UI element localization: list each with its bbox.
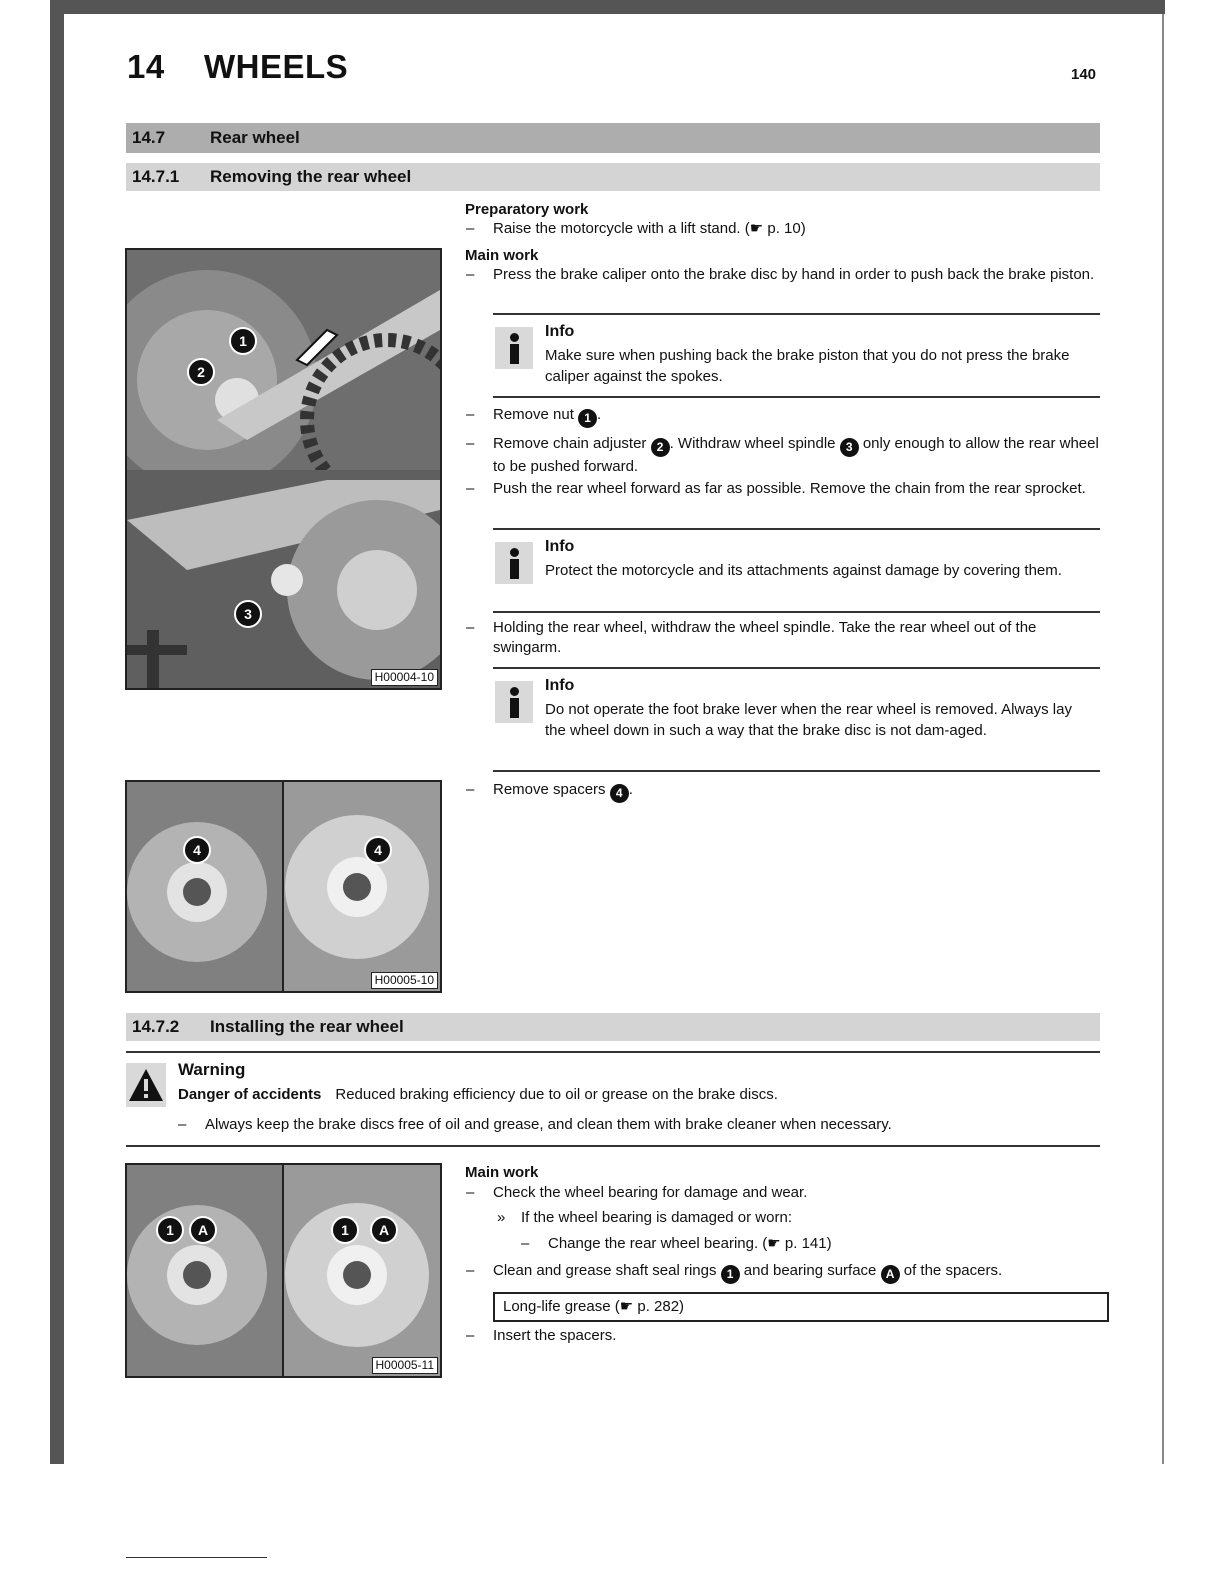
subsection-heading-removing <box>126 163 1100 191</box>
figure-marker-1-left: 1 <box>156 1216 184 1244</box>
subsection-title: Removing the rear wheel <box>210 167 412 186</box>
figure-marker-3: 3 <box>234 600 262 628</box>
step-text: Press the brake caliper onto the brake disc by hand in order to push back the brake piston. <box>493 266 1095 283</box>
figure-label: H00005-11 <box>372 1357 439 1374</box>
figure-marker-1: 1 <box>229 327 257 355</box>
step-dash: – <box>466 781 475 798</box>
figure-wheel-bearing-art <box>127 1165 440 1376</box>
step-clean-grease <box>466 1261 1100 1284</box>
grease-spec-box: Long-life grease (☛ p. 282) <box>493 1292 1109 1322</box>
chapter-number: 14 <box>127 48 165 85</box>
step-text: Push the rear wheel forward as far as possible. Remove the chain from the rear sprocket. <box>493 480 1086 497</box>
step-text: Check the wheel bearing for damage and wear. <box>493 1184 808 1201</box>
figure-marker-2: 2 <box>187 358 215 386</box>
page-number: 140 <box>1071 66 1097 83</box>
info-box-protect <box>493 528 1100 613</box>
figure-spacers-removal-art <box>127 782 440 991</box>
substep-change-bearing <box>521 1234 1098 1254</box>
info-body: Make sure when pushing back the brake piston that you do not press the brake caliper against the spokes. <box>545 347 1070 385</box>
subsection-number: 14.7.2 <box>132 1017 180 1036</box>
step-text: Insert the spacers. <box>493 1327 617 1344</box>
warning-text: Reduced braking efficiency due to oil or grease on the brake discs. <box>335 1086 778 1103</box>
step-dash: – <box>466 220 475 237</box>
warning-step <box>178 1115 1095 1135</box>
step-push-wheel-forward <box>466 479 1100 499</box>
condition-bullet: » <box>497 1209 506 1226</box>
step-press-caliper <box>466 265 1100 285</box>
preparatory-work-label: Preparatory work <box>465 201 589 218</box>
main-work-label: Main work <box>465 247 539 264</box>
callout-marker: 2 <box>651 438 670 457</box>
footnote-rule <box>126 1557 267 1558</box>
step-dash: – <box>466 266 475 283</box>
step-text-a: Remove chain adjuster <box>493 435 651 452</box>
info-body: Do not operate the foot brake lever when the rear wheel is removed. Always lay the wheel down in such a way that the brake disc is not dam-aged. <box>545 701 1072 739</box>
step-insert-spacers <box>466 1326 1100 1346</box>
step-remove-nut <box>466 405 1100 428</box>
step-text-suffix: . <box>597 406 602 423</box>
warning-triangle-icon <box>126 1063 166 1107</box>
info-box-caliper <box>493 313 1100 398</box>
step-dash: – <box>466 619 475 636</box>
figure-wheel-bearing <box>125 1163 442 1378</box>
info-box-foot-brake <box>493 667 1100 772</box>
figure-marker-4-left: 4 <box>183 836 211 864</box>
info-body: Protect the motorcycle and its attachments against damage by covering them. <box>545 562 1062 579</box>
figure-spacers-removal <box>125 780 442 993</box>
step-dash: – <box>466 406 475 423</box>
info-title: Info <box>545 677 575 694</box>
page-frame-left <box>50 0 64 1464</box>
step-dash: – <box>466 480 475 497</box>
condition-bearing-damaged <box>497 1208 1096 1228</box>
warning-box <box>126 1051 1100 1147</box>
step-text: Holding the rear wheel, withdraw the wheel spindle. Take the rear wheel out of the swingarm. <box>493 619 1037 656</box>
step-text-prefix: Remove nut <box>493 406 579 423</box>
subsection-title: Installing the rear wheel <box>210 1017 404 1036</box>
figure-marker-a-left: A <box>189 1216 217 1244</box>
step-text-b: . Withdraw wheel spindle <box>669 435 840 452</box>
section-heading <box>126 123 1100 153</box>
info-title: Info <box>545 538 575 555</box>
substep-text: Change the rear wheel bearing. (☛ p. 141) <box>548 1235 832 1252</box>
step-check-bearing <box>466 1183 1100 1203</box>
subsection-number: 14.7.1 <box>132 167 180 186</box>
step-text-prefix: Remove spacers <box>493 781 610 798</box>
warning-step-text: Always keep the brake discs free of oil and grease, and clean them with brake cleaner when necessary. <box>205 1116 892 1133</box>
callout-marker: 1 <box>721 1265 740 1284</box>
figure-label: H00005-10 <box>371 972 438 989</box>
step-withdraw-spindle <box>466 618 1100 658</box>
figure-rear-wheel-removal <box>125 248 442 690</box>
warning-triangle-art <box>126 1063 166 1107</box>
section-title: Rear wheel <box>210 128 300 147</box>
info-title: Info <box>545 323 575 340</box>
step-dash: – <box>466 1327 475 1344</box>
step-remove-chain-adjuster <box>466 434 1100 477</box>
info-icon <box>495 327 533 369</box>
warning-title: Warning <box>178 1060 246 1079</box>
callout-marker: A <box>881 1265 900 1284</box>
warning-danger: Danger of accidents <box>178 1086 322 1103</box>
figure-marker-a-right: A <box>370 1216 398 1244</box>
main-work-label: Main work <box>465 1164 539 1181</box>
callout-marker: 4 <box>610 784 629 803</box>
callout-marker: 1 <box>578 409 597 428</box>
preparatory-step <box>466 219 1098 239</box>
step-text-c: only enough to allow the rear wheel to be pushed forward. <box>493 435 1099 475</box>
info-icon <box>495 681 533 723</box>
figure-marker-1-right: 1 <box>331 1216 359 1244</box>
step-dash: – <box>178 1116 187 1133</box>
step-dash: – <box>466 1184 475 1201</box>
step-text-b: and bearing surface <box>739 1262 881 1279</box>
step-dash: – <box>466 1262 475 1279</box>
figure-rear-wheel-removal-art <box>127 250 440 688</box>
page-frame-top <box>50 0 1165 14</box>
chapter-title: WHEELS <box>204 48 349 85</box>
subsection-heading-installing <box>126 1013 1100 1041</box>
step-text-a: Clean and grease shaft seal rings <box>493 1262 721 1279</box>
preparatory-step-text: Raise the motorcycle with a lift stand. (☛ p. 10) <box>493 220 806 237</box>
step-text-c: of the spacers. <box>899 1262 1003 1279</box>
page-frame-right <box>1162 14 1164 1464</box>
step-text-suffix: . <box>628 781 633 798</box>
step-remove-spacers <box>466 780 1100 803</box>
callout-marker: 3 <box>840 438 859 457</box>
section-number: 14.7 <box>132 128 166 147</box>
figure-marker-4-right: 4 <box>364 836 392 864</box>
figure-label: H00004-10 <box>371 669 438 686</box>
warning-line <box>178 1085 1098 1105</box>
step-dash: – <box>521 1235 530 1252</box>
condition-text: If the wheel bearing is damaged or worn: <box>521 1209 792 1226</box>
step-dash: – <box>466 435 475 452</box>
info-icon <box>495 542 533 584</box>
